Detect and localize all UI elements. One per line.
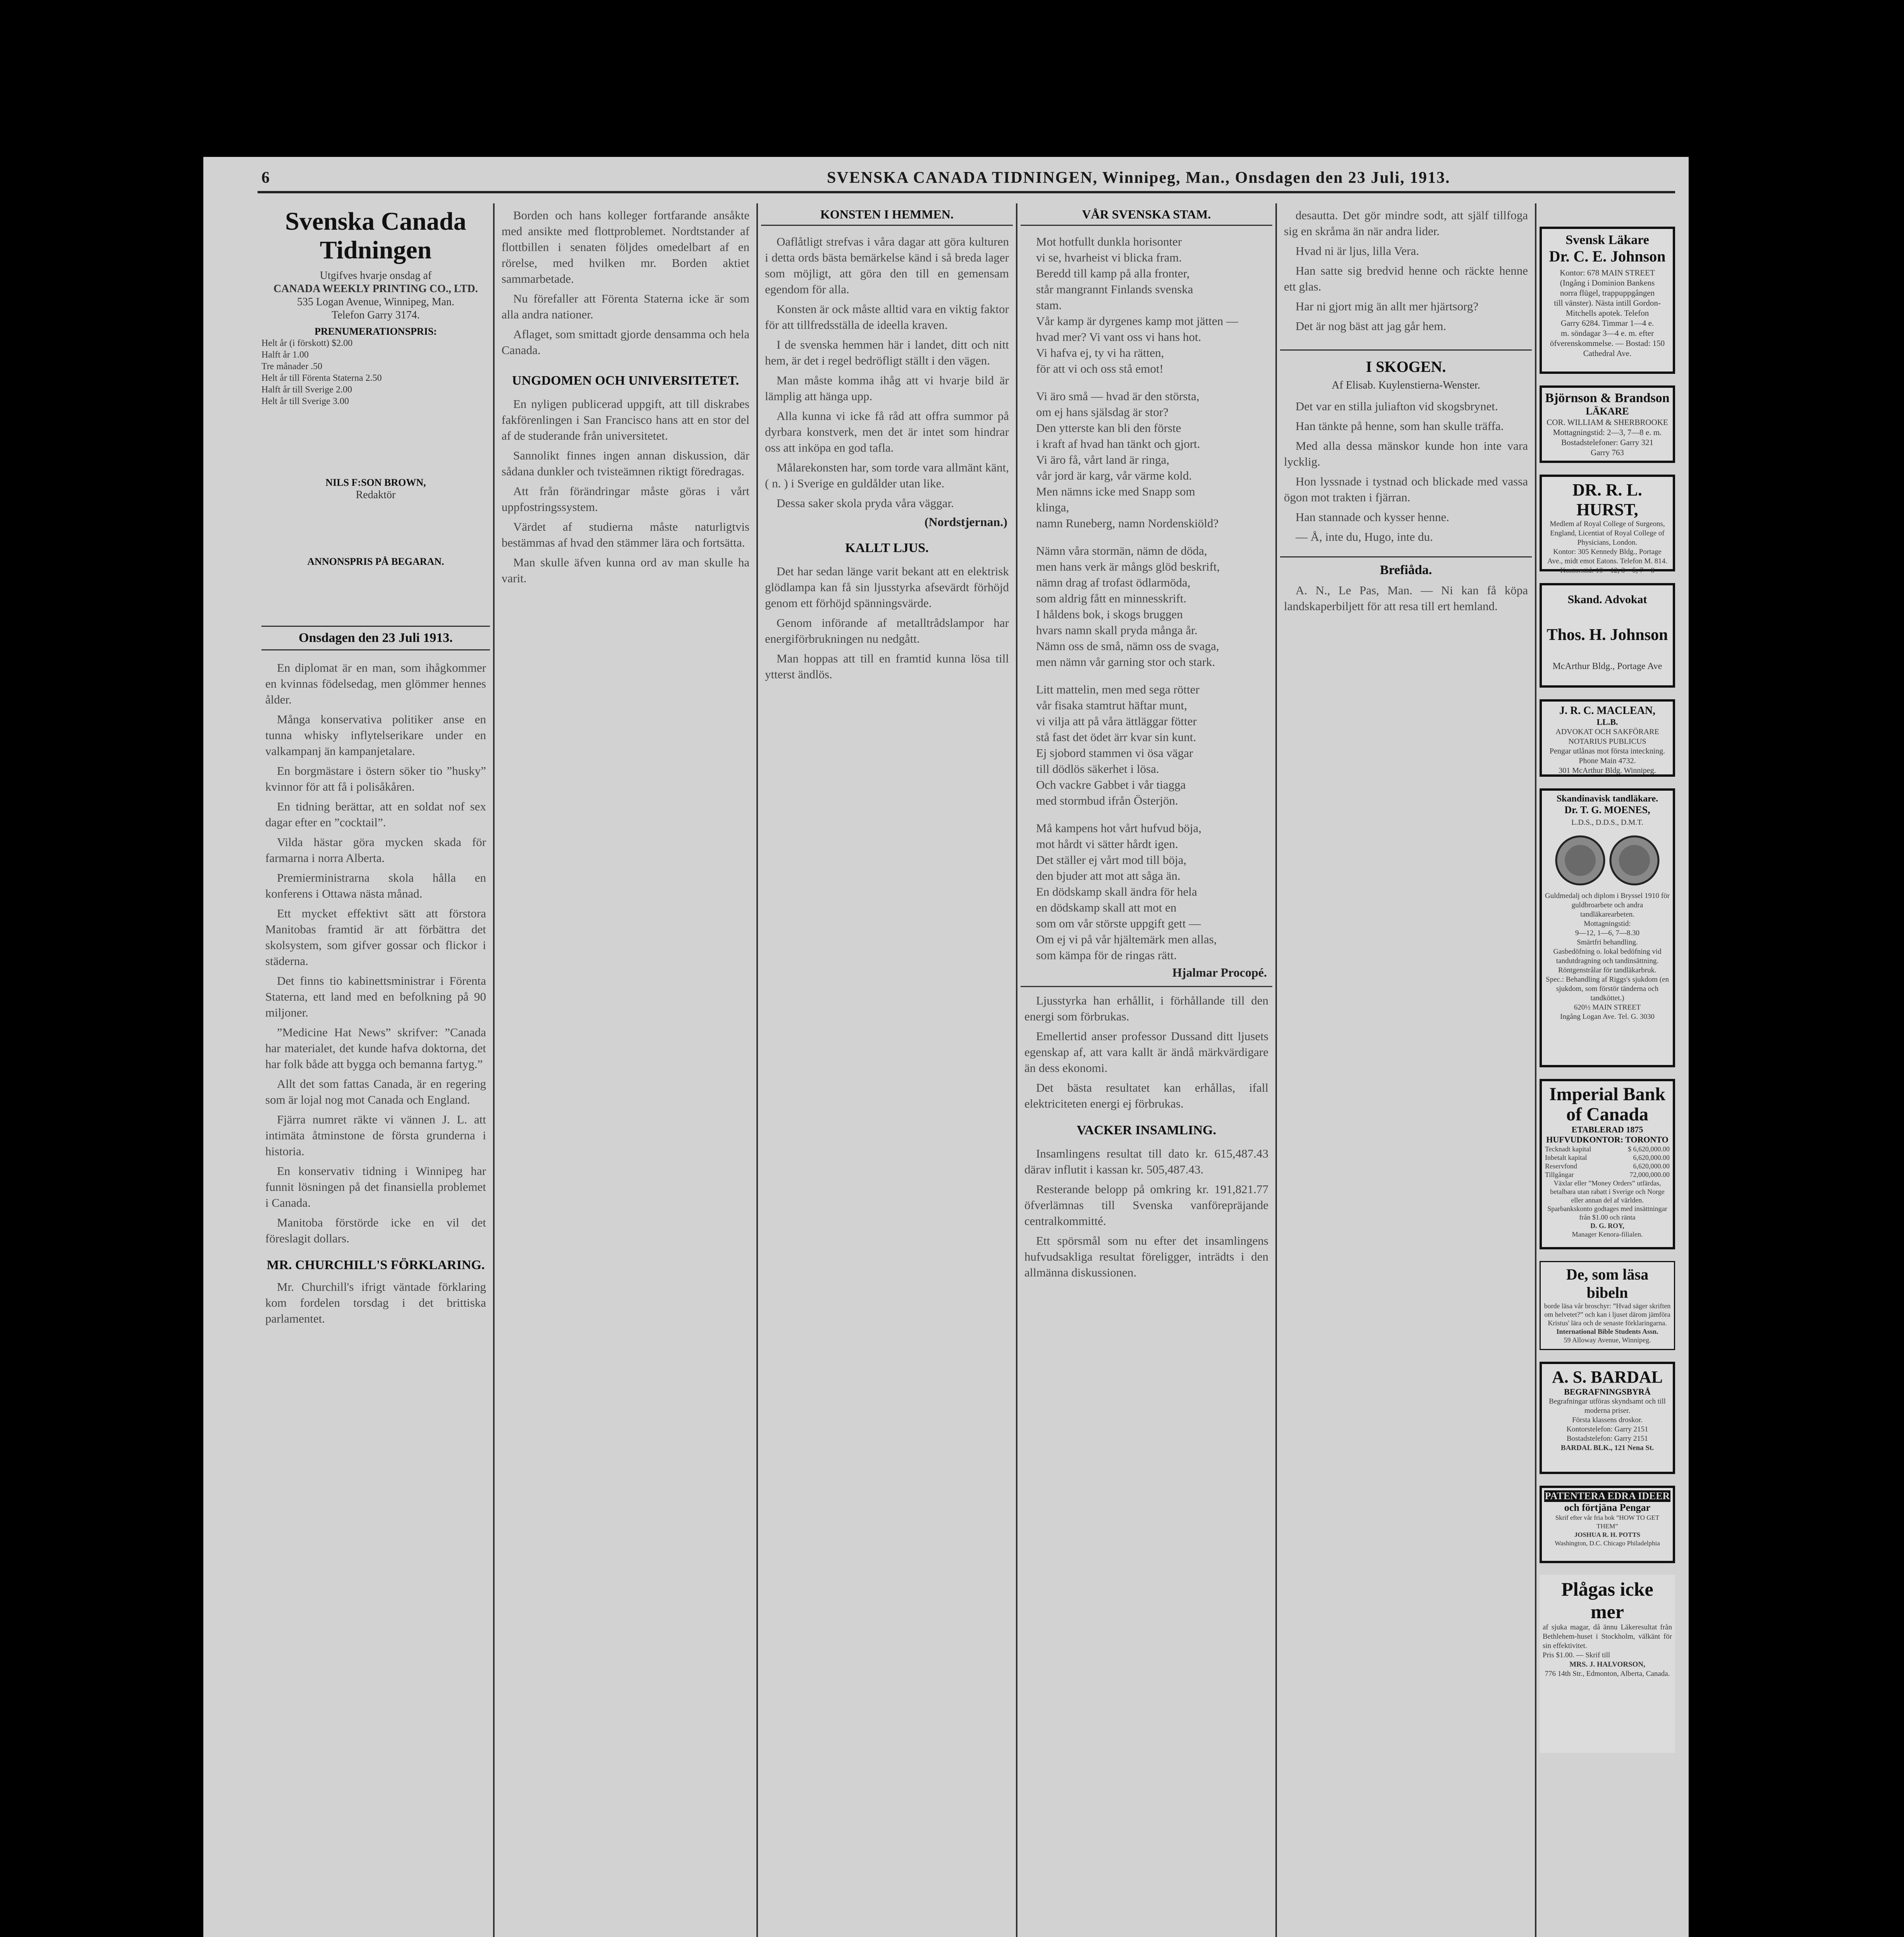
poem (1021, 234, 1272, 963)
ad-dr-hurst (1540, 475, 1675, 575)
ad-title: De, som läsa bibeln (1566, 1266, 1649, 1301)
ad-line: Gasbedöfning o. lokal bedöfning vid tandutdragning och tandinsättning. (1553, 948, 1662, 965)
ad-hq: HUFVUDKONTOR: TORONTO (1546, 1135, 1669, 1144)
paragraph: En nyligen publicerad uppgift, att till diskrabes fakförenlingen i San Francisco hans att en stor del af de studerande från universitetet. (502, 397, 749, 442)
ad-line: Röntgenstrålar för tandläkarbruk. (1558, 966, 1657, 974)
poem-line: som om vår störste uppgift gett — (1036, 917, 1201, 930)
paragraph: Manitoba förstörde icke en vil det föreslagit dollars. (265, 1216, 486, 1245)
poem-line: i kraft af hvad han tänkt och gjort. (1036, 437, 1200, 451)
ad-line: Spec.: Behandling af Riggs's sjukdom (en sjukdom, som förstör tänderna och tandköttet.) (1546, 975, 1669, 1002)
bank-row: Inbetalt kapital 6,620,000.00 (1545, 1154, 1670, 1161)
paragraph: Han tänkte på henne, som han skulle träffa. (1296, 419, 1504, 433)
column-rule (1275, 203, 1277, 1937)
ad-body (1545, 1397, 1670, 1453)
article-headline: KONSTEN I HEMMEN. (761, 207, 1013, 226)
publisher-line: 535 Logan Avenue, Winnipeg, Man. (297, 296, 455, 308)
poem-line: med stormbud ifrån Österjön. (1036, 794, 1178, 807)
poem-line: Vi äro små — hvad är den största, (1036, 389, 1199, 403)
paragraph: Emellertid anser professor Dussand ditt ljusets egenskap af, att vara kallt är ändå märkvärdigare än dess ekonomi. (1024, 1029, 1268, 1075)
ad-line: ADVOKAT OCH SAKFÖRARE (1555, 728, 1659, 736)
ad-line: af sjuka magar, då ännu Läkeresultat från Bethlehem-huset i Stockholm, välkänt för sin effektivitet. (1543, 1623, 1672, 1650)
poem-line: hvad mer? Vi vant oss vi hans hot. (1036, 330, 1201, 344)
ad-line: 776 14th Str., Edmonton, Alberta, Canada. (1545, 1670, 1670, 1678)
article-headline: MR. CHURCHILL'S FÖRKLARING. (266, 1258, 485, 1272)
ad-line: Manager Kenora-filialen. (1572, 1230, 1643, 1238)
ad-line: D. G. ROY, (1590, 1222, 1624, 1230)
price-item: Helt år till Sverige 3.00 (261, 396, 349, 406)
ads-column (1540, 200, 1675, 1937)
ad-line: MRS. J. HALVORSON, (1569, 1660, 1645, 1669)
paragraph: ”Medicine Hat News” skrifver: ”Canada har materialet, det kunde hafva doktorna, det har folk både att bygga och bemanna fartyg.” (265, 1025, 486, 1071)
ad-line: BARDAL BLK., 121 Nena St. (1560, 1444, 1654, 1452)
ad-line: Kontorstid: 10—12, 3—5, 7—8 (1560, 566, 1655, 575)
ad-bjornson-brandson (1540, 385, 1675, 463)
poem-line: hvars namn skall pryda många år. (1036, 623, 1198, 637)
paragraph: Det finns tio kabinettsministrar i Förenta Staterna, ett land med en befolkning på 90 miljoner. (265, 974, 486, 1019)
ad-title: Svensk Läkare (1565, 233, 1649, 247)
ad-line: Guldmedalj och diplom i Bryssel 1910 för guldbroarbete och andra tandläkarearbeten. (1545, 892, 1670, 919)
ad-line: Kontorstelefon: Garry 2151 (1566, 1425, 1648, 1433)
paragraph: Hon lyssnade i tystnad och blickade med vassa ögon mot trakten i fjärran. (1284, 475, 1528, 504)
article-body (1280, 207, 1532, 334)
ad-line: Växlar eller ”Money Orders” utfärdas, betalbara utan rabatt i Sverige och Norge eller annan del af världen. (1550, 1179, 1665, 1204)
ad-line: International Bible Students Assn. (1556, 1328, 1658, 1335)
paragraph: Genom införande af metalltrådslampor har energiförbrukningen nu nedgått. (765, 616, 1009, 645)
ad-line: NOTARIUS PUBLICUS (1568, 737, 1646, 746)
paragraph: desautta. Det gör mindre sodt, att själf tillfoga sig en skråma än när andra lider. (1284, 208, 1528, 238)
poem-line: Nämn oss de små, nämn oss de svaga, (1036, 639, 1219, 653)
paragraph: Allt det som fattas Canada, är en regering som är lojal nog mot Canada och England. (265, 1077, 486, 1106)
ad-title: Skandinavisk tandläkare. (1556, 794, 1658, 804)
poem-line: Den ytterste kan bli den förste (1036, 421, 1181, 435)
paragraph: Alla kunna vi icke få råd att offra summor på dyrbara konstverk, men det är intet som hindrar oss att inköpa en god tafla. (765, 409, 1009, 454)
ad-body (1543, 1623, 1672, 1679)
paragraph: Ljusstyrka han erhållit, i förhållande till den energi som förbrukas. (1024, 994, 1268, 1023)
article-body (761, 234, 1013, 511)
poem-line: mot hårdt vi sätter hårdt igen. (1036, 837, 1178, 851)
paragraph: Han satte sig bredvid henne och räckte henne ett glas. (1284, 264, 1528, 293)
ad-line: till vänster). Nästa intill Gordon-Mitchells apotek. Telefon (1554, 298, 1661, 318)
byline: Af Elisab. Kuylenstierna-Wenster. (1332, 379, 1480, 391)
paper-title: Svenska Canada Tidningen (285, 207, 466, 264)
ad-line: borde läsa vår broschyr: ”Hvad säger skriften om helvetet?” och kan i ljuset därom jämföra Kristus' lära och de senaste förklaringarna. (1544, 1302, 1671, 1327)
poem-line: Vår kamp är dyrgenes kamp mot jätten — (1036, 314, 1238, 328)
price-item: Halft år 1.00 (261, 350, 309, 360)
ad-line: COR. WILLIAM & SHERBROOKE (1547, 418, 1668, 427)
publisher-info (261, 269, 490, 322)
bank-figures (1545, 1145, 1670, 1179)
ad-line: 9—12, 1—6, 7—8.30 (1575, 929, 1640, 937)
ad-line: Garry 763 (1591, 448, 1624, 457)
ad-body (1544, 1514, 1670, 1548)
price-item: Halft år till Sverige 2.00 (261, 385, 352, 395)
article-body (1021, 1146, 1272, 1280)
poem-line: vår fisaka stamtrut häftar munt, (1036, 698, 1187, 712)
ad-body (1545, 417, 1670, 458)
column-5 (1280, 200, 1532, 1937)
newspaper-page (203, 157, 1689, 1937)
article-body (498, 396, 753, 586)
ad-line: Pengar utlånas mot första inteckning. (1549, 747, 1665, 755)
medal-icon (1549, 831, 1665, 889)
paragraph: Oaflåtligt strefvas i våra dagar att göra kulturen i detta ords bästa bemärkelse känd i så breda lager som möjligt, att göra den till en gemensam egendom för alla. (765, 235, 1009, 296)
paragraph: En tidning berättar, att en soldat nof sex dagar efter en ”cocktail”. (265, 800, 486, 829)
poem-line: men nämn vår garning stor och stark. (1036, 655, 1215, 669)
ad-subtitle: och förtjäna Pengar (1564, 1502, 1651, 1513)
poem-line: den bjuder att mot att såga än. (1036, 869, 1181, 882)
editor-name: NILS F:SON BROWN, (325, 477, 426, 488)
paragraph: Sannolikt finnes ingen annan diskussion, där sådana dunkler och tvisteämnen riktigt föredragas. (502, 449, 749, 478)
publisher-line: Utgifves hvarje onsdag af (320, 270, 432, 282)
ad-line: Kontor: 305 Kennedy Bldg., Portage Ave., midt emot Eatons. Telefon M. 814. (1547, 548, 1667, 565)
article-headline: I SKOGEN. (1280, 349, 1532, 376)
paragraph: Nu förefaller att Förenta Staterna icke är som alla andra nationer. (502, 292, 749, 321)
article-body (1021, 986, 1272, 1111)
paragraph: Målarekonsten har, som torde vara allmänt känt, ( n. ) i Sverige en guldålder utan like. (765, 461, 1009, 490)
ad-body (1545, 1179, 1670, 1239)
ad-address: McArthur Bldg., Portage Ave (1552, 661, 1662, 671)
paragraph: Det är nog bäst att jag går hem. (1296, 319, 1447, 333)
ad-thos-johnson (1540, 583, 1675, 688)
ad-line: Phone Main 4732. (1579, 757, 1636, 765)
ad-bardal (1540, 1362, 1675, 1474)
poem-line: En dödskamp skall ändra för hela (1036, 885, 1197, 898)
ad-line: (Ingång i Dominion Bankens (1560, 278, 1655, 287)
article-body (761, 563, 1013, 682)
ad-line: Begrafningar utföras skyndsamt och till moderna priser. (1549, 1397, 1666, 1415)
ad-line: Ingång Logan Ave. Tel. G. 3030 (1560, 1013, 1655, 1021)
paragraph: A. N., Le Pas, Man. — Ni kan få köpa landskaperbiljett för att resa till ert hemland. (1284, 583, 1528, 613)
poem-line: Litt mattelin, men med sega rötter (1036, 683, 1199, 696)
ad-patents (1540, 1486, 1675, 1563)
poem-line: för att vi och oss stå emot! (1036, 362, 1163, 375)
price-item: Tre månader .50 (261, 361, 323, 372)
masthead-text: SVENSKA CANADA TIDNINGEN, Winnipeg, Man., Onsdagen den 23 Juli, 1913. (827, 169, 1450, 187)
ad-line: Mottagningstid: 2—3, 7—8 e. m. (1553, 428, 1662, 437)
ad-title: J. R. C. MACLEAN, (1559, 705, 1656, 717)
column-rule (493, 203, 495, 1937)
paragraph: Har ni gjort mig än allt mer hjärtsorg? (1296, 299, 1479, 313)
column-2 (498, 200, 753, 1937)
ad-title: Skand. Advokat (1567, 593, 1647, 606)
poem-line: Mot hotfullt dunkla horisonter (1036, 235, 1182, 248)
ad-body (1545, 891, 1670, 1022)
ad-subtitle: LL.B. (1596, 717, 1618, 727)
paragraph: Konsten är ock måste alltid vara en viktig faktor för att tillfredsställa de ideella kraven. (765, 302, 1009, 332)
poem-line: men hans verk är mångs glöd beskrift, (1036, 560, 1220, 573)
price-item: Helt år (i förskott) $2.00 (261, 338, 353, 348)
article-headline: KALLT LJUS. (845, 541, 929, 555)
paragraph: I de svenska hemmen här i landet, ditt och nitt hem, är det i regel bedröfligt ställt i den vägen. (765, 338, 1009, 367)
ad-line: Garry 6284. Timmar 1—4 e. (1560, 318, 1654, 328)
poem-line: namn Runeberg, namn Nordenskiöld? (1036, 516, 1219, 530)
poem-line: nämn drag af trofast ödlarmöda, (1036, 576, 1191, 589)
header-rule (258, 191, 1675, 193)
ad-body (1545, 520, 1670, 575)
poem-line: Vi hafva ej, ty vi ha rätten, (1036, 346, 1164, 360)
poem-line: Om ej vi på vår hjältemärk men allas, (1036, 932, 1217, 946)
price-item: Helt år till Förenta Staterna 2.50 (261, 373, 382, 383)
poem-line: en dödskamp skall att mot en (1036, 901, 1177, 914)
ad-line: 59 Alloway Avenue, Winnipeg. (1564, 1336, 1651, 1344)
publisher-line: Telefon Garry 3174. (332, 309, 420, 321)
poem-line: stam. (1036, 298, 1062, 312)
ad-dr-johnson (1540, 227, 1675, 374)
page-number: 6 (261, 169, 270, 187)
poem-author: Hjalmar Procopé. (1172, 965, 1267, 979)
article-headline: VACKER INSAMLING. (1076, 1123, 1217, 1137)
paragraph: Det bästa resultatet kan erhållas, ifall elektriciteten energi ej förbrukas. (1024, 1081, 1268, 1110)
source-credit: (Nordstjernan.) (924, 515, 1007, 529)
ad-line: Pris $1.00. — Skrif till (1543, 1651, 1610, 1659)
paragraph: Det har sedan länge varit bekant att en elektrisk glödlampa kan få sin ljusstyrka afsevärdt förhöjd genom ett förhöjd spänningsvärde. (765, 564, 1009, 610)
paragraph: En borgmästare i östern söker tio ”husky” kvinnor för att få i polisåkåren. (265, 764, 486, 793)
paragraph: Fjärra numret räkte vi vännen J. L. att intimäta åtminstone de första grunderna i historia. (265, 1113, 486, 1158)
paragraph: Man skulle äfven kunna ord av man skulle ha varit. (502, 556, 749, 585)
paragraph: Vilda hästar göra mycken skada för farmarna i norra Alberta. (265, 835, 486, 865)
ad-name: Thos. H. Johnson (1547, 626, 1668, 644)
paragraph: En diplomat är en man, som ihågkommer en kvinnas födelsedag, men glömmer hennes ålder. (265, 661, 486, 706)
ad-line: Medlem af Royal College of Surgeons, England, Licentiat of Royal College of Physicians, London. (1550, 520, 1665, 547)
column-4 (1021, 200, 1272, 1937)
paragraph: Med alla dessa mänskor kunde hon inte vara lycklig. (1284, 439, 1528, 468)
poem-line: som kämpa för de ringas rätt. (1036, 948, 1177, 962)
ad-body (1544, 1302, 1671, 1344)
ad-line: norra flügel, trappuppgången (1560, 288, 1655, 298)
ad-maclean (1540, 699, 1675, 777)
ad-title: A. S. BARDAL (1552, 1368, 1663, 1387)
prices-title: PRENUMERATIONSPRIS: (314, 326, 437, 337)
ad-line: Första klassens droskor. (1572, 1416, 1643, 1424)
poem-line: vår jord är karg, vår värme kold. (1036, 469, 1192, 482)
poem-line: Vi äro få, vårt land är ringa, (1036, 453, 1170, 466)
ad-subtitle: BEGRAFNINGSBYRÅ (1564, 1387, 1651, 1397)
poem-line: stå fast det ödet ärr kvar sin kunt. (1036, 730, 1196, 744)
ads-title: ANNONSPRIS PÅ BEGARAN. (307, 556, 444, 567)
ad-line: Skrif efter vår fria bok ”HOW TO GET THEM” (1555, 1514, 1660, 1530)
paragraph: Att från förändringar måste göras i vårt uppfostringssystem. (502, 484, 749, 514)
article-headline: UNGDOMEN OCH UNIVERSITETET. (512, 373, 739, 388)
poem-line: som aldrig fått en minnesskrift. (1036, 592, 1187, 605)
paragraph: Aflaget, som smittadt gjorde densamma och hela Canada. (502, 327, 749, 357)
ad-title: Plågas icke mer (1561, 1578, 1653, 1622)
ad-line: Kontor: 678 MAIN STREET (1560, 268, 1655, 277)
poem-line: vi vilja att på våra ättläggar fötter (1036, 714, 1197, 728)
column-rule (1535, 203, 1536, 1937)
ad-line: Smärtfri behandling. (1577, 938, 1638, 946)
ad-subtitle: ETABLERAD 1875 (1571, 1125, 1643, 1134)
ad-title: Imperial Bank of Canada (1549, 1084, 1666, 1125)
dateline: Onsdagen den 23 Juli 1913. (261, 626, 490, 650)
ad-title: PATENTERA EDRA IDEER (1545, 1490, 1670, 1502)
column-1 (261, 200, 490, 1937)
ad-title: DR. R. L. HURST, (1572, 480, 1642, 519)
paragraph: Han stannade och kysser henne. (1296, 510, 1449, 524)
poem-line: står mangrannt Finlands svenska (1036, 282, 1193, 296)
ad-line: Washington, D.C. Chicago Philadelphia (1555, 1540, 1660, 1547)
paragraph: Man hoppas att till en framtid kunna lösa till ytterst ändlös. (765, 652, 1009, 681)
poem-line: Ej sjobord stammen vi ösa vägar (1036, 746, 1193, 760)
ad-body (1546, 268, 1669, 358)
ad-body (1545, 727, 1670, 776)
ad-line: m. söndagar 3—4 e. m. efter öfverenskommelse. — Bostad: 150 Cathedral Ave. (1550, 329, 1665, 358)
paragraph: Premierministrarna skola hålla en konferens i Ottawa nästa månad. (265, 871, 486, 900)
letters-headline: Brefiåda. (1280, 556, 1532, 578)
paragraph: Mr. Churchill's ifrigt väntade förklaring kom fordelen torsdag i det brittiska parlamentet. (265, 1280, 486, 1325)
ad-subtitle: LÄKARE (1586, 406, 1629, 417)
poem-line: I håldens bok, i skogs bruggen (1036, 607, 1183, 621)
ad-line: Sparbankskonto godtages med insättningar från $1.00 och ränta (1547, 1205, 1667, 1221)
paragraph: Hvad ni är ljus, lilla Vera. (1296, 244, 1419, 258)
poem-line: Må kampens hot vårt hufvud böja, (1036, 821, 1202, 835)
poem-line: klinga, (1036, 501, 1069, 514)
editor-role: Redaktör (356, 489, 396, 501)
ad-dr-moenes (1540, 788, 1675, 1067)
poem-line: till dödlös säkerhet i lösa. (1036, 762, 1159, 776)
article-body (1280, 398, 1532, 545)
ad-name: Dr. C. E. Johnson (1549, 248, 1666, 265)
ad-line: Mottagningstid: (1584, 920, 1631, 928)
paragraph: — Å, inte du, Hugo, inte du. (1296, 530, 1433, 544)
ad-bible (1540, 1261, 1675, 1350)
paragraph: Borden och hans kolleger fortfarande ansåkte med ansikte med flottproblemet. Nordtstander af flottbillen i senaten följdes omedelbart af en rörelse, med hvilken mr. Borden aktiet sammarbetade. (502, 208, 749, 286)
article-body (498, 207, 753, 358)
poem-line: Det ställer ej vårt mod till böja, (1036, 853, 1187, 867)
paragraph: Resterande belopp på omkring kr. 191,821.77 öfverlämnas till Svenska vanförepräjande centralkommitté. (1024, 1182, 1268, 1228)
price-list (261, 337, 490, 407)
paragraph: Man måste komma ihåg att vi hvarje bild är lämplig att hänga upp. (765, 373, 1009, 403)
paragraph: En konservativ tidning i Winnipeg har funnit lösningen på det finansiella problemet i Canada. (265, 1164, 486, 1209)
paragraph: Ett spörsmål som nu efter det insamlingens hufvudsakliga resultat föreligger, inträdts i den allmänna diskussionen. (1024, 1234, 1268, 1279)
ad-line: JOSHUA R. H. POTTS (1574, 1531, 1641, 1538)
publisher-line: CANADA WEEKLY PRINTING CO., LTD. (273, 283, 478, 295)
ad-subtitle: L.D.S., D.D.S., D.M.T. (1571, 818, 1643, 827)
ad-line: Bostadstelefon: Garry 2151 (1566, 1435, 1648, 1443)
paragraph: Många konservativa politiker anse en tunna whisky inflytelserikare under en valkampanj än kampanjetalare. (265, 712, 486, 758)
poem-line: Och vackre Gabbet i vår tiagga (1036, 778, 1186, 791)
ad-line: 301 McArthur Bldg. Winnipeg. (1559, 766, 1656, 775)
ad-plagas (1540, 1575, 1675, 1753)
paragraph: Dessa saker skola pryda våra väggar. (777, 496, 954, 510)
paragraph: Insamlingens resultat till dato kr. 615,487.43 därav influtit i kassan kr. 505,487.43. (1024, 1147, 1268, 1176)
letters-body (1280, 582, 1532, 614)
column-rule (1016, 203, 1017, 1937)
bank-row: Tillgångar 72,000,000.00 (1545, 1171, 1670, 1178)
paragraph: Det var en stilla juliafton vid skogsbrynet. (1296, 399, 1498, 413)
poem-line: Men nämns icke med Snapp som (1036, 485, 1195, 498)
column-rule (756, 203, 758, 1937)
poem-line: vi se, hvarheist vi blicka fram. (1036, 251, 1182, 264)
ad-line: Bostadstelefoner: Garry 321 (1561, 438, 1653, 447)
bank-row: Tecknadt kapital $ 6,620,000.00 (1545, 1145, 1670, 1153)
article-body (261, 1279, 490, 1326)
poem-line: Nämn våra stormän, nämn de döda, (1036, 544, 1207, 557)
ad-title: Björnson & Brandson (1545, 391, 1670, 405)
bank-row: Reservfond 6,620,000.00 (1545, 1162, 1670, 1170)
paragraph: Ett mycket effektivt sätt att förstora Manitobas framtid är att förbättra det skolsystem, som gifver gossar och flickor i städerna. (265, 907, 486, 968)
poem-line: om ej hans själsdag är stor? (1036, 405, 1169, 419)
editorial-notes (261, 660, 490, 1246)
ad-name: Dr. T. G. MOENES, (1564, 804, 1650, 815)
poem-title: VÅR SVENSKA STAM. (1021, 207, 1272, 226)
ad-imperial-bank (1540, 1079, 1675, 1249)
column-3 (761, 200, 1013, 1937)
paragraph: Värdet af studierna måste naturligtvis bestämmas af hvad den stämmer lära och fortsätta. (502, 520, 749, 549)
ad-line: 620½ MAIN STREET (1574, 1003, 1641, 1012)
poem-line: Beredd till kamp på alla fronter, (1036, 267, 1190, 280)
